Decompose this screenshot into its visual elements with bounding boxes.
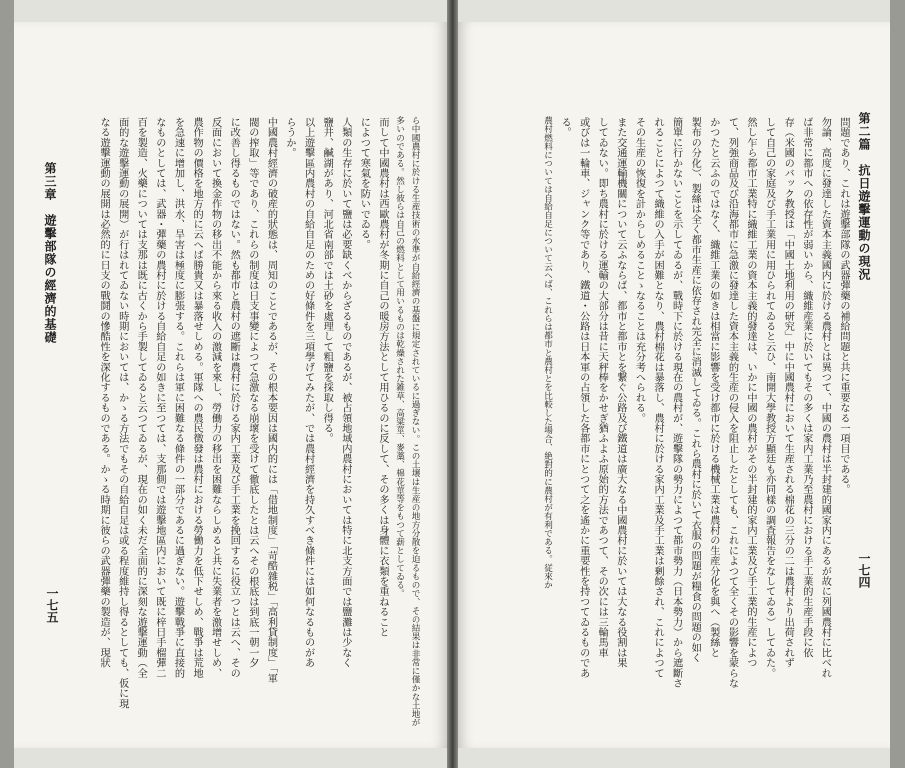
left-page-text — [52, 107, 422, 737]
book-gutter — [447, 0, 458, 768]
paragraph: 農作物の價格を地方的に云へば勝貴又は暴落せしめる。軍隊への農民徴發は農村における勞働力を低下せしめ、戰爭は荒地 — [191, 117, 203, 679]
book-edge-left — [0, 0, 14, 768]
paragraph: 百を製造、火藥については支那は既に古くから手製してゐると云つてゐるが、現在の如く未だ全面的に深刻な遊擊運動（全 — [135, 117, 147, 679]
paragraph: なものとしては、武器・彈藥の農村に於ける自給自足の如きに至つては、支那側では遊擊地區内において既に梓日手榴彈二 — [153, 117, 165, 679]
paragraph: ら中國農村に於ける生産技術の水準が自給經濟の基盤に規定されているに過ぎない。この土壌は生産の地方分散を迫るもので、その結果は非常に僅かな土地が — [410, 115, 420, 727]
paragraph: る。 — [559, 117, 571, 138]
paragraph: 簡單に行かないことを示してゐるが、戰時下に於ける現在の農村が、遊擊隊の勢力によつて都市勢力（日本勢力）から遮斷さ — [670, 117, 682, 689]
left-page — [14, 22, 447, 748]
paragraph: 然し乍ら都市工業特に織維工業の資本主義的發達は、いかに中國の農村がその半封建的家内工業及び手工業的生産によつ — [745, 117, 757, 668]
paragraph: に改善し得るものではない。然も都市と農村の遮斷は農村に於ける家内工業及び手工業を挽回するに役立つとは云へ、その — [228, 117, 240, 679]
paragraph: 或びは一輪車、ジャンク等であり、鐵道・公路は日本軍の占領した各都市にとつて之を遙かに重要性を持つてゐるものであ — [577, 117, 589, 679]
paragraph: 鹽井、鹹湖があり、河北省南部では土砂を處理して粗鹽を採取し得る。 — [321, 117, 333, 444]
paragraph: また交通運輸機關について云ふならば、都市と都市とを繋ぐ公路及び鐵道は廣大なる中國農村に於いては大なる役割は果 — [614, 117, 626, 668]
paragraph: 製布の分化）、製絲は全く都市生産に依存され完全に消滅してゐる。これら農村に於いて衣服の問題が糧食の問題の如く — [689, 117, 701, 663]
paragraph: 人類の生存に於いて鹽は必要缺くべからざるものであるが、被占領地域内農村においては特に北支方面では鹽灘は少なく — [339, 117, 351, 668]
book-edge-right — [890, 0, 905, 768]
page-number-left: 一七五 — [45, 587, 59, 623]
running-head-left: 第三章 遊擊部隊の經濟的基礎 — [43, 162, 57, 344]
running-head-right: 第二篇 抗日遊擊運動の現況 — [857, 112, 871, 281]
paragraph: 存（米國のバック教授は「中國土地利用の研究」中に中國農村において生産される棉花の三分の二は農村より出荷されず — [782, 117, 794, 668]
paragraph: 面的な遊擊運動の展開）が行はれてゐない時期においては、かゝる方法でもその自給自足は或る程度維持し得るとしても、仮に現 — [116, 117, 128, 709]
paragraph: 多いのである。然し彼らは自己の燃料として用いるものは乾燥された雑草、高粱莖、麥藁、棉花莖等をもつて薪としてゐる。 — [394, 115, 405, 598]
paragraph: て、列強商品及び沿海都市に急激に發達した資本主義的生産の侵入を阻止したとしても、これによつて全くその影響を蒙らな — [726, 117, 738, 689]
paragraph: その生産の恢復を計からしめることゝなることは充分考へられる。 — [633, 117, 645, 424]
paragraph: 反面において換金作物の移出不能から來る收入の激減を來し、勞働力の移出を困難ならしめると共に失業者を激增せしめ、 — [209, 117, 221, 679]
paragraph: らうか。 — [284, 117, 296, 158]
page-number-right: 一七四 — [857, 552, 871, 588]
paragraph: れることによつて織維の入手が困難となり、農村棉花は暴落し、農村に於ける家内工業及手工業は剰餘され、これによつて — [652, 117, 664, 679]
paragraph: かつたと云ふのではなく、織維工業の如きは相當に影響を受け都市に於ける機械工業は農村の生産分化を與へ（製絲と — [707, 117, 719, 658]
paragraph: 勿論、高度に發達した資本主義國内に於ける農村とは異つて、中國の農村は半封建的國家内にあるが故に列國農村に比べれ — [819, 117, 831, 679]
right-page-text — [472, 107, 852, 737]
paragraph: ば非常に都市への依存性が弱いから、織維産業に於いてもその多くは家内工業乃至農村における手工業的生産手段に依 — [800, 117, 812, 658]
paragraph: によつて寒氣を防いでゐる。 — [358, 117, 370, 250]
right-page — [458, 22, 890, 748]
paragraph: 問題であり、これは遊擊部隊の武器彈藥の補給問題と共に重要なる一項目である。 — [838, 117, 849, 495]
paragraph: 而して中國農村は西歐農村が冬期に自己の暖房方法として用ひるのに反して、その多くは身體に衣類を重ねること — [377, 117, 388, 638]
paragraph: なる遊擊運動の展開は必然的に日支の戰鬪の慘酷性を深化するものである。かゝる時期に彼らの武器彈藥の製造が、現狀 — [98, 117, 110, 668]
paragraph: 農村燃料については自給自足について云へば、これらは都市と農村とを比較した場合、絶對的に農村が有利である。従來か — [542, 115, 553, 589]
paragraph: を急速に增加し、洪水、旱害は極度に膨張する。これらは軍に困難なる條件の一部分であるに過ぎない。遊擊戰爭に直接的 — [172, 117, 184, 679]
paragraph: 中國農村經濟の破産的狀態は、周知のことであるが、その根本要因は國内的には「借地制度」「苛酷雜税」「高利貸制度」「軍 — [265, 117, 277, 684]
paragraph: して自己の家庭及び手工業用に用ひられてゐると云ひ、南開大學教授方顯廷も亦同樣の調査報告をなしてゐる）してゐた。 — [763, 117, 775, 679]
paragraph: 閥の搾取」等であり、これらの制度は日支事變によつて急激なる崩壞を受けて徹底したとは云へその根底は到底一朝一夕 — [246, 117, 258, 668]
paragraph: してゐない。即ち農村に於ける運輸の大部分は昔に天秤棒をかせぎ猶ふよふ原始的方法であつて、その次には三輪馬車 — [596, 117, 608, 658]
paragraph: 以上遊擊區内農村の自給自足のための好條件を三項學げてみたが、では農村經濟を持久すべき條件には如何なるものがあ — [302, 117, 314, 668]
